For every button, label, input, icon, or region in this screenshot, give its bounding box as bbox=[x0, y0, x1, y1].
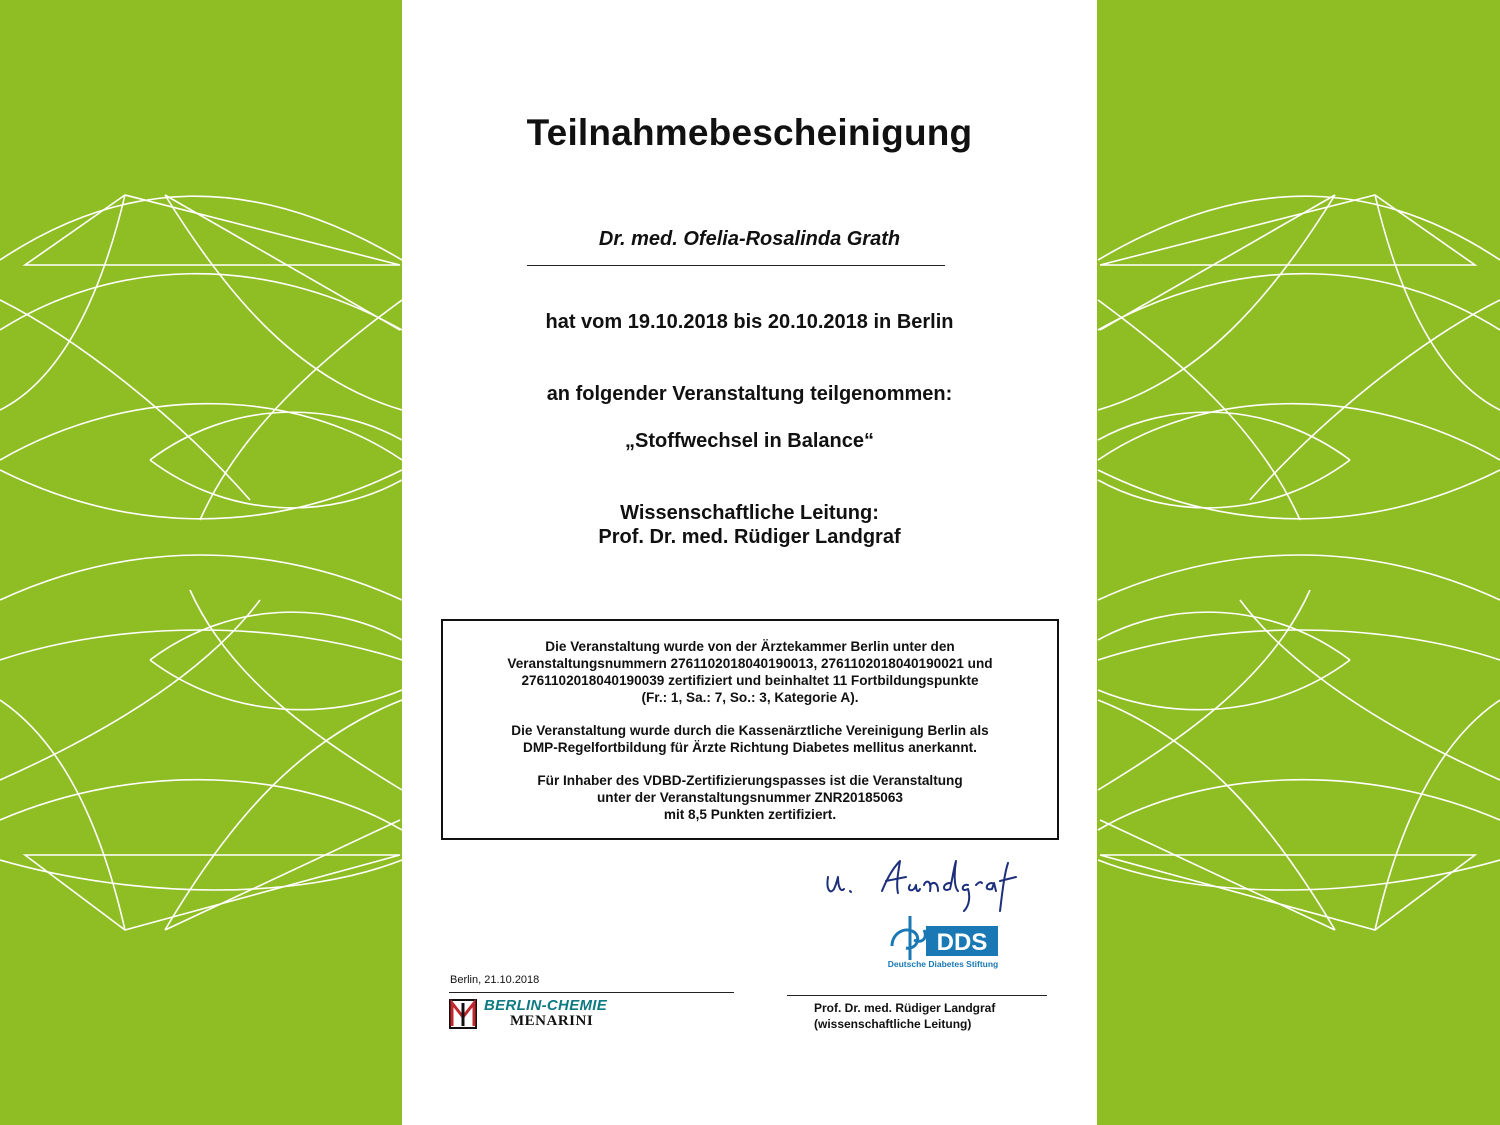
vdbd-certification-paragraph bbox=[443, 772, 1057, 823]
certification-info-box bbox=[441, 619, 1059, 840]
certificate-title: Teilnahmebescheinigung bbox=[526, 112, 973, 153]
signer-role: (wissenschaftliche Leitung) bbox=[814, 1017, 972, 1031]
info-text-line: DMP-Regelfortbildung für Ärzte Richtung Diabetes mellitus anerkannt. bbox=[523, 740, 977, 755]
company-name: BERLIN-CHEMIE bbox=[484, 997, 608, 1014]
dds-logo-letters: DDS bbox=[936, 929, 988, 956]
kv-recognition-paragraph bbox=[443, 722, 1057, 756]
info-text-line: 2761102018040190039 zertifiziert und beinhaltet 11 Fortbildungspunkte bbox=[521, 673, 979, 688]
berlin-chemie-logo-icon bbox=[449, 999, 477, 1029]
leadership-heading: Wissenschaftliche Leitung: bbox=[620, 502, 879, 524]
event-title: „Stoffwechsel in Balance“ bbox=[625, 430, 874, 452]
company-subname: MENARINI bbox=[510, 1013, 594, 1029]
signer-name: Prof. Dr. med. Rüdiger Landgraf bbox=[814, 1001, 996, 1015]
right-pattern-graphic bbox=[1097, 0, 1500, 1125]
info-text-line: unter der Veranstaltungsnummer ZNR20185063 bbox=[597, 790, 903, 805]
info-text-line: mit 8,5 Punkten zertifiziert. bbox=[663, 807, 837, 822]
chamber-certification-paragraph bbox=[443, 638, 1057, 706]
participant-underline bbox=[527, 265, 945, 266]
attendance-dates: hat vom 19.10.2018 bis 20.10.2018 in Berlin bbox=[545, 311, 954, 333]
participant-name: Dr. med. Ofelia-Rosalinda Grath bbox=[598, 228, 901, 250]
handwritten-signature bbox=[820, 855, 1040, 915]
info-text-line: Die Veranstaltung wurde durch die Kassenärztliche Vereinigung Berlin als bbox=[511, 723, 989, 738]
left-decorative-band bbox=[0, 0, 402, 1125]
info-text-line: Die Veranstaltung wurde von der Ärztekammer Berlin unter den bbox=[545, 639, 955, 654]
dds-foundation-label: Deutsche Diabetes Stiftung bbox=[887, 959, 999, 969]
leader-signature-rule bbox=[787, 995, 1047, 996]
leadership-name: Prof. Dr. med. Rüdiger Landgraf bbox=[598, 526, 901, 548]
info-text-line: Für Inhaber des VDBD-Zertifizierungspasses ist die Veranstaltung bbox=[537, 773, 963, 788]
company-signature-rule bbox=[449, 992, 734, 993]
left-pattern-graphic bbox=[0, 0, 402, 1125]
issue-place-date: Berlin, 21.10.2018 bbox=[450, 974, 540, 986]
right-decorative-band bbox=[1097, 0, 1500, 1125]
info-text-line: (Fr.: 1, Sa.: 7, So.: 3, Kategorie A). bbox=[641, 690, 859, 705]
participation-statement: an folgender Veranstaltung teilgenommen: bbox=[546, 383, 953, 405]
info-text-line: Veranstaltungsnummern 2761102018040190013, 2761102018040190021 und bbox=[507, 656, 993, 671]
